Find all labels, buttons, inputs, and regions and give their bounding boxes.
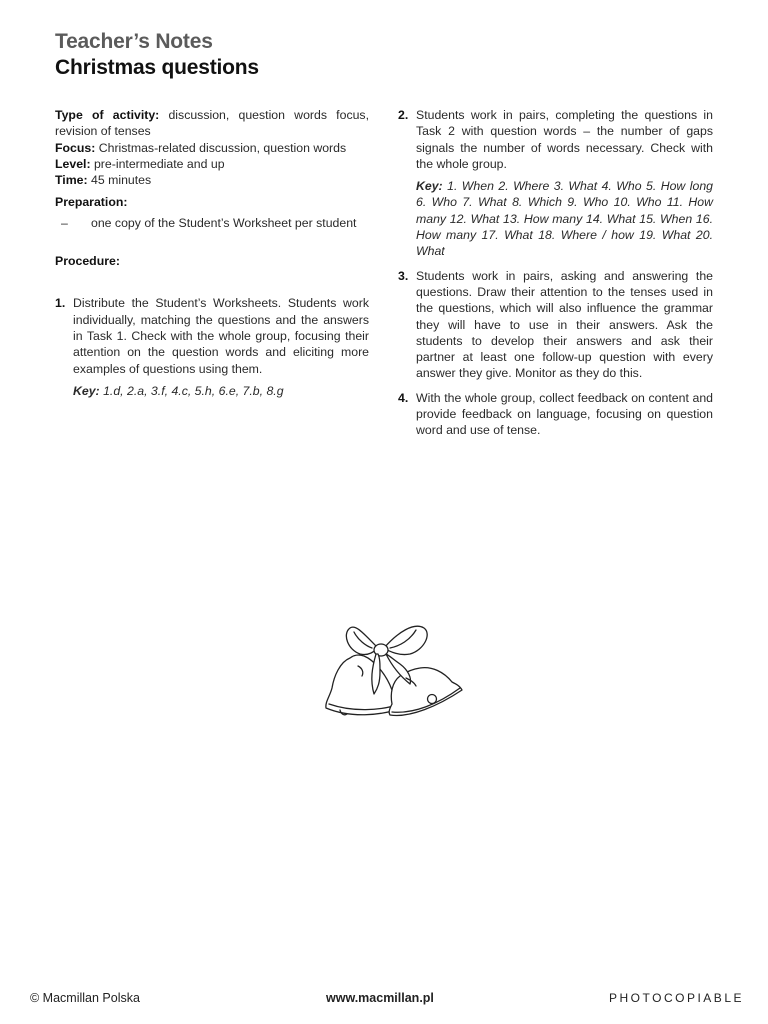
procedure-step bbox=[55, 295, 369, 399]
page-label: Teacher’s Notes bbox=[55, 30, 213, 53]
level-label: Level: bbox=[55, 156, 91, 171]
activity-type bbox=[55, 107, 369, 140]
answer-key-text: 1.d, 2.a, 3.f, 4.c, 5.h, 6.e, 7.b, 8.g bbox=[103, 383, 284, 398]
step-number: 1. bbox=[55, 296, 66, 311]
footer-photocopiable: PHOTOCOPIABLE bbox=[609, 991, 744, 1005]
focus-value: Christmas-related discussion, question words bbox=[98, 140, 347, 155]
activity-type-label: Type of activity: bbox=[55, 108, 160, 122]
right-column bbox=[398, 107, 713, 439]
answer-key-label: Key: bbox=[73, 383, 100, 398]
procedure-step bbox=[398, 268, 713, 382]
level-value: pre-intermediate and up bbox=[93, 156, 225, 171]
activity-type-value: discussion, question words focus, revision of tenses bbox=[55, 108, 369, 139]
level bbox=[55, 156, 369, 172]
time-value: 45 minutes bbox=[91, 173, 152, 188]
step-number: 2. bbox=[398, 108, 409, 122]
preparation-heading: Preparation: bbox=[55, 195, 128, 210]
step-number: 4. bbox=[398, 390, 409, 405]
christmas-bells-icon bbox=[320, 618, 466, 722]
answer-key-label: Key: bbox=[416, 179, 443, 194]
step-text: Students work in pairs, asking and answering the questions. Draw their attention to the tenses used in the questions, which will also influence the grammar they will have to use in their answers. Ask the students to develop their answers and ask their partner at least one follow-up question with every answer they give. Monitor as they do this. bbox=[416, 268, 713, 381]
time-label: Time: bbox=[55, 173, 88, 188]
step-number: 3. bbox=[398, 268, 409, 283]
answer-key-text: 1. When 2. Where 3. What 4. Who 5. How long 6. Who 7. What 8. Which 9. Who 10. Who 11. How many 12. What 13. How many 14. What 15. When 16. How many 17. What 18. Where / how 19. What 20. What bbox=[416, 179, 713, 259]
step-text: With the whole group, collect feedback on content and provide feedback on language, focusing on question word and use of tense. bbox=[416, 390, 713, 438]
page-title: Christmas questions bbox=[55, 56, 259, 79]
time bbox=[55, 172, 369, 188]
footer-website: www.macmillan.pl bbox=[326, 991, 434, 1005]
focus bbox=[55, 140, 369, 156]
preparation-item-text: one copy of the Student’s Worksheet per student bbox=[91, 215, 357, 230]
procedure-heading: Procedure: bbox=[55, 254, 120, 269]
answer-key bbox=[416, 178, 713, 259]
procedure-step bbox=[398, 390, 713, 439]
procedure-step bbox=[398, 107, 713, 260]
left-column bbox=[55, 107, 369, 399]
footer-copyright: © Macmillan Polska bbox=[30, 991, 140, 1005]
preparation-item bbox=[55, 215, 369, 231]
answer-key bbox=[73, 383, 369, 399]
step-text: Distribute the Student’s Worksheets. Students work individually, matching the questions and the answers in Task 1. Check with the whole group, focusing their attention on the question words and eliciting more examples of questions using them. bbox=[73, 296, 369, 376]
page-header bbox=[55, 29, 259, 81]
step-text: Students work in pairs, completing the questions in Task 2 with question words – the number of gaps signals the number of words necessary. Check with the whole group. bbox=[416, 108, 713, 171]
focus-label: Focus: bbox=[55, 140, 96, 155]
dash-bullet: – bbox=[61, 215, 68, 230]
